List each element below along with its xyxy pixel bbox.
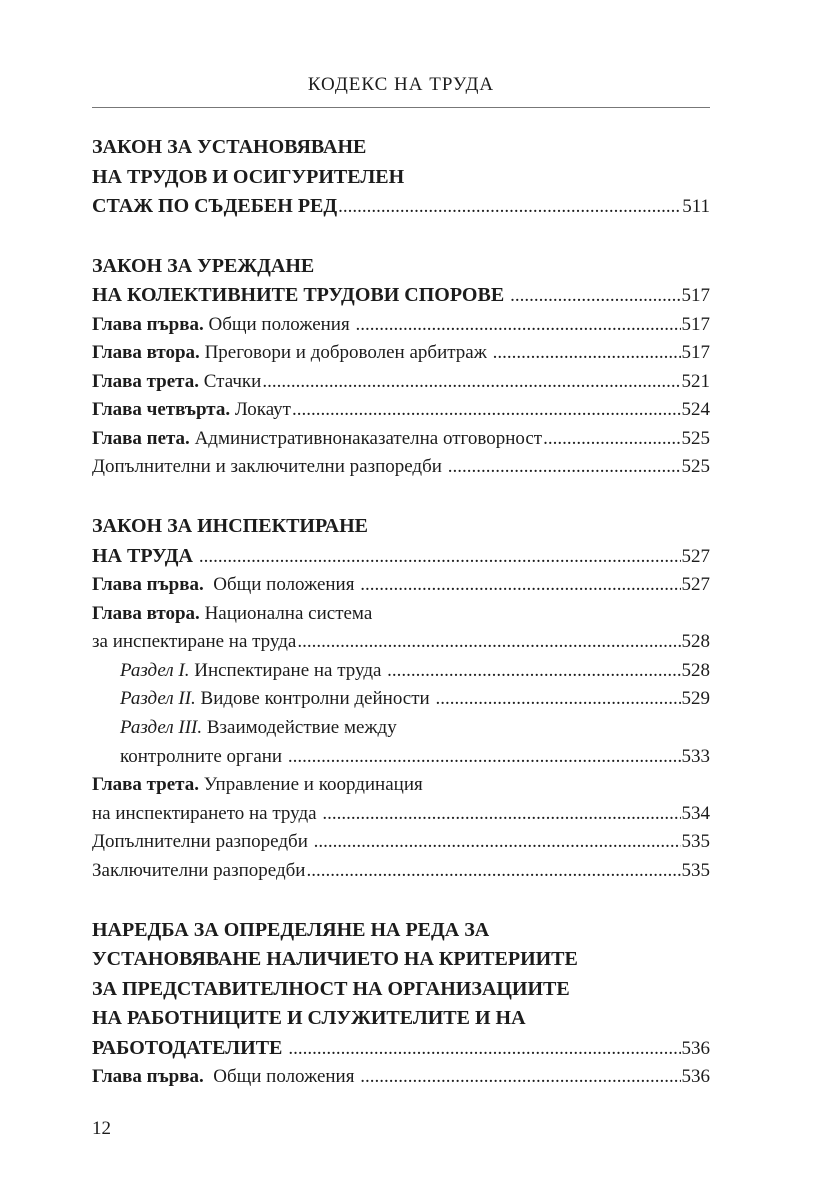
entry-title: ЗА ПРЕДСТАВИТЕЛНОСТ НА ОРГАНИЗАЦИИТЕ xyxy=(92,977,570,1000)
running-head: КОДЕКС НА ТРУДА xyxy=(307,74,495,95)
toc-heading xyxy=(92,284,710,314)
entry-title: Стачки xyxy=(199,370,262,392)
dot-leader xyxy=(306,860,680,882)
dot-leader xyxy=(355,314,680,336)
dot-leader xyxy=(493,342,681,364)
dot-leader xyxy=(262,371,680,393)
toc-entry xyxy=(92,1066,710,1095)
dot-leader xyxy=(360,1066,680,1088)
toc-heading xyxy=(92,919,710,949)
entry-title: Национална система xyxy=(199,602,373,624)
entry-page-number: 533 xyxy=(681,745,710,767)
toc-heading xyxy=(92,948,710,978)
entry-title: ЗАКОН ЗА УСТАНОВЯВАНЕ xyxy=(92,136,367,158)
entry-page-number: 517 xyxy=(681,342,710,364)
toc-heading xyxy=(92,136,710,166)
toc-entry xyxy=(92,314,710,343)
entry-lead: Глава втора. xyxy=(92,602,200,624)
dot-leader xyxy=(288,1038,680,1060)
dot-leader xyxy=(199,546,681,568)
entry-page-number: 535 xyxy=(681,860,710,881)
dot-leader xyxy=(288,746,681,768)
entry-page-number: 534 xyxy=(681,802,710,824)
entry-lead-italic: Раздел III. xyxy=(120,717,203,739)
toc-entry xyxy=(92,660,710,689)
entry-title: НА ТРУДА xyxy=(92,544,198,567)
entry-title: РАБОТОДАТЕЛИТЕ xyxy=(92,1036,288,1059)
entry-title: Преговори и доброволен арбитраж xyxy=(199,342,492,364)
entry-title: на инспектирането на труда xyxy=(92,802,322,824)
entry-title: Управление и координация xyxy=(199,774,423,796)
entry-title: Административнонаказателна отговорност xyxy=(189,427,543,449)
entry-page-number: 535 xyxy=(681,831,710,853)
toc-section xyxy=(92,136,710,225)
entry-title: Взаимодействие между xyxy=(202,717,397,739)
toc-entry xyxy=(92,688,710,717)
page-number: 12 xyxy=(92,1118,111,1139)
entry-page-number: 527 xyxy=(681,574,710,596)
entry-lead: Глава четвърта. xyxy=(92,399,231,421)
toc-entry xyxy=(92,746,710,775)
dot-leader xyxy=(387,660,680,682)
entry-page-number: 517 xyxy=(681,285,710,306)
dot-leader xyxy=(297,631,680,653)
toc-heading xyxy=(92,1037,710,1067)
entry-lead: Глава трета. xyxy=(92,774,199,796)
dot-leader xyxy=(338,196,681,218)
dot-leader xyxy=(448,456,681,478)
toc-entry xyxy=(92,342,710,371)
dot-leader xyxy=(322,803,680,825)
toc-entry xyxy=(92,371,710,400)
entry-page-number: 536 xyxy=(681,1037,710,1059)
entry-title: Заключителни разпоредби xyxy=(92,860,306,881)
toc-heading xyxy=(92,978,710,1008)
dot-leader xyxy=(314,831,681,853)
entry-title: контролните органи xyxy=(120,745,287,767)
entry-lead: Глава първа. xyxy=(92,574,204,596)
toc-entry xyxy=(92,603,710,632)
toc-entry xyxy=(92,774,710,803)
toc-heading xyxy=(92,545,710,575)
entry-title: ЗАКОН ЗА УРЕЖДАНЕ xyxy=(92,254,315,277)
toc-heading xyxy=(92,1007,710,1037)
entry-title: УСТАНОВЯВАНЕ НАЛИЧИЕТО НА КРИТЕРИИТЕ xyxy=(92,948,578,971)
entry-page-number: 529 xyxy=(681,688,710,710)
entry-lead: Глава пета. xyxy=(92,427,190,449)
header-rule xyxy=(92,107,710,108)
entry-lead-italic: Раздел I. xyxy=(120,659,190,681)
entry-page-number: 521 xyxy=(681,370,710,392)
entry-lead: Глава втора. xyxy=(92,342,200,364)
entry-lead: Глава първа. xyxy=(92,1066,204,1088)
toc-section xyxy=(92,515,710,889)
toc-entry xyxy=(92,803,710,832)
toc-entry xyxy=(92,631,710,660)
toc-heading xyxy=(92,515,710,545)
toc-entry xyxy=(92,399,710,428)
dot-leader xyxy=(510,285,680,307)
entry-title: НА ТРУДОВ И ОСИГУРИТЕЛЕН xyxy=(92,165,405,188)
toc-entry xyxy=(92,574,710,603)
entry-page-number: 536 xyxy=(681,1066,710,1088)
entry-title: за инспектиране на труда xyxy=(92,631,297,653)
entry-title: Общи положения xyxy=(203,313,355,335)
entry-title: Допълнителни разпоредби xyxy=(92,831,313,853)
entry-page-number: 527 xyxy=(681,545,710,567)
entry-title: Видове контролни дейности xyxy=(195,688,435,710)
entry-lead: Глава трета. xyxy=(92,370,199,392)
toc-entry xyxy=(92,860,710,889)
dot-leader xyxy=(292,399,681,421)
entry-lead-italic: Раздел II. xyxy=(120,688,196,710)
entry-page-number: 525 xyxy=(681,456,710,478)
entry-page-number: 511 xyxy=(682,196,710,217)
toc-heading xyxy=(92,255,710,285)
toc-entry xyxy=(92,456,710,485)
toc-section xyxy=(92,255,710,486)
dot-leader xyxy=(543,428,680,450)
entry-page-number: 525 xyxy=(681,427,710,449)
table-of-contents xyxy=(92,136,710,1125)
toc-entry xyxy=(92,831,710,860)
toc-entry xyxy=(92,428,710,457)
entry-title: Общи положения xyxy=(203,1066,360,1088)
toc-entry xyxy=(92,717,710,746)
entry-page-number: 524 xyxy=(681,399,710,421)
entry-title: Локаут xyxy=(230,399,291,421)
entry-title: Инспектиране на труда xyxy=(189,659,387,681)
entry-title: ЗАКОН ЗА ИНСПЕКТИРАНЕ xyxy=(92,515,368,538)
entry-title: НАРЕДБА ЗА ОПРЕДЕЛЯНЕ НА РЕДА ЗА xyxy=(92,918,490,941)
dot-leader xyxy=(435,688,680,710)
entry-title: НА КОЛЕКТИВНИТЕ ТРУДОВИ СПОРОВЕ xyxy=(92,284,510,306)
entry-title: Допълнителни и заключителни разпоредби xyxy=(92,456,447,478)
entry-page-number: 528 xyxy=(681,631,710,653)
entry-title: Общи положения xyxy=(203,574,360,596)
toc-section xyxy=(92,919,710,1095)
entry-page-number: 528 xyxy=(681,659,710,681)
entry-page-number: 517 xyxy=(681,313,710,335)
toc-heading xyxy=(92,195,710,225)
dot-leader xyxy=(360,574,680,596)
entry-title: СТАЖ ПО СЪДЕБЕН РЕД xyxy=(92,195,338,217)
entry-lead: Глава първа. xyxy=(92,313,204,335)
toc-heading xyxy=(92,166,710,196)
entry-title: НА РАБОТНИЦИТЕ И СЛУЖИТЕЛИТЕ И НА xyxy=(92,1007,526,1030)
